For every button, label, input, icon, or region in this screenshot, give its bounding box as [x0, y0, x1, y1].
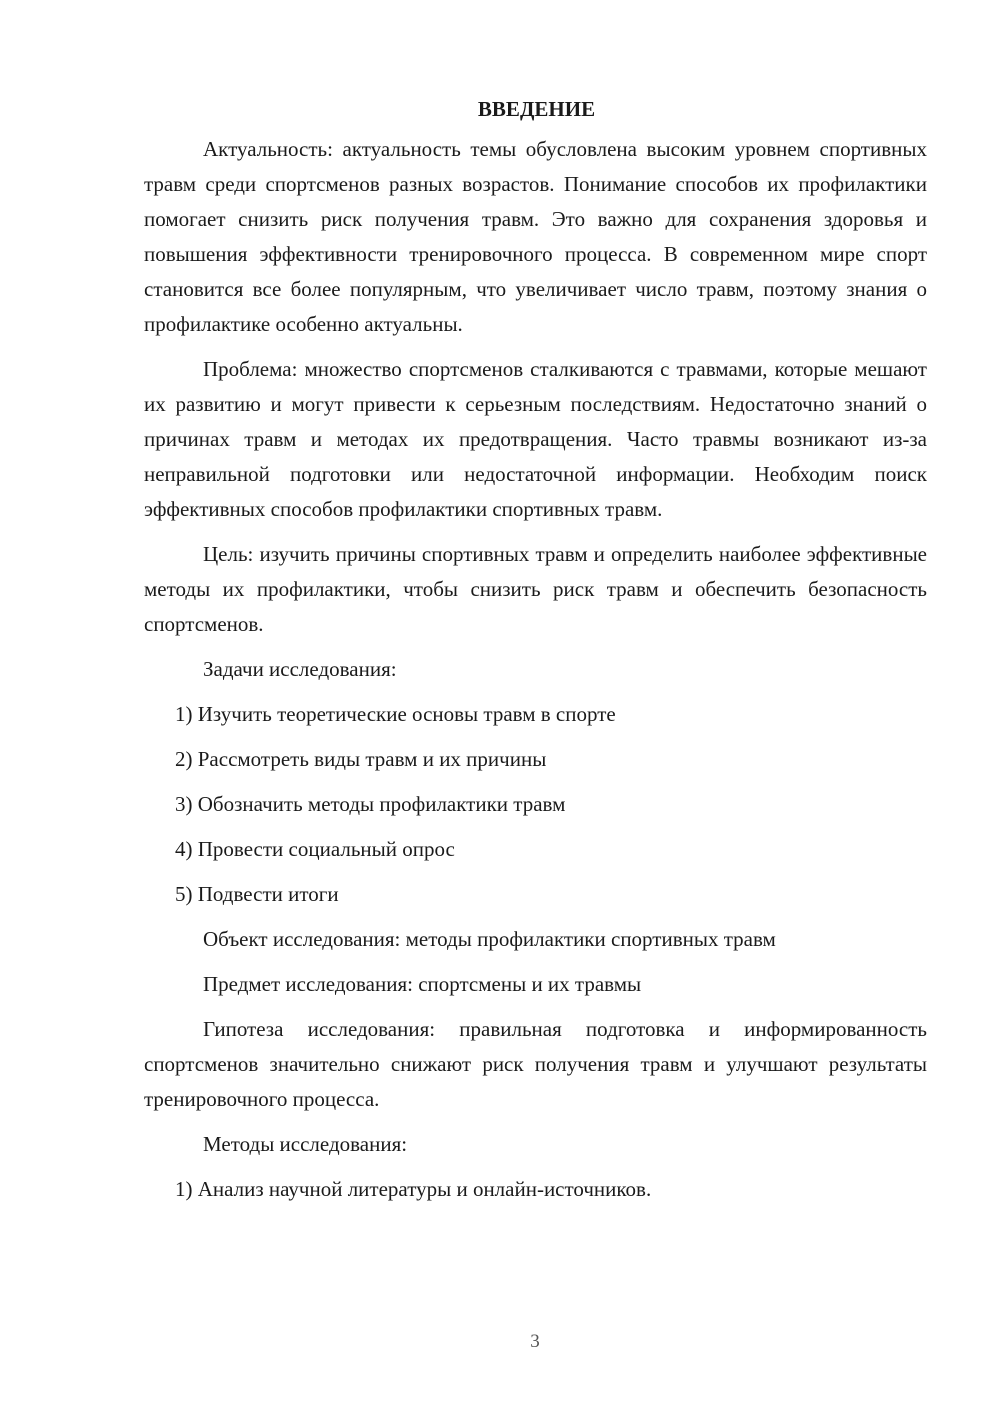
task-item-3: 3) Обозначить методы профилактики травм: [175, 792, 566, 816]
problem-paragraph: Проблема: множество спортсменов сталкиваются с травмами, которые мешают их развитию и могут привести к серьезным последствиям. Недостаточно знаний о причинах травм и методах их предотвращения. Часто травмы возникают из-за неправильной подготовки или недостаточной информации. Необходим поиск эффективных способов профилактики спортивных травм.: [144, 357, 927, 521]
page-title: ВВЕДЕНИЕ: [477, 97, 596, 121]
object-line: Объект исследования: методы профилактики спортивных травм: [203, 927, 776, 951]
hypothesis-paragraph: Гипотеза исследования: правильная подготовка и информированность спортсменов значительно снижают риск получения травм и улучшают результаты тренировочного процесса.: [144, 1017, 927, 1111]
page-content: [144, 92, 927, 1217]
goal-paragraph: Цель: изучить причины спортивных травм и определить наиболее эффективные методы их профилактики, чтобы снизить риск травм и обеспечить безопасность спортсменов.: [144, 542, 927, 636]
task-item-1: 1) Изучить теоретические основы травм в спорте: [175, 702, 616, 726]
method-item-1: 1) Анализ научной литературы и онлайн-источников.: [175, 1177, 652, 1201]
task-item-5: 5) Подвести итоги: [175, 882, 339, 906]
page-number: 3: [530, 1331, 540, 1352]
task-item-2: 2) Рассмотреть виды травм и их причины: [175, 747, 547, 771]
subject-line: Предмет исследования: спортсмены и их травмы: [203, 972, 642, 996]
tasks-heading: Задачи исследования:: [203, 657, 397, 681]
relevance-paragraph: Актуальность: актуальность темы обусловлена высоким уровнем спортивных травм среди спортсменов разных возрастов. Понимание способов их профилактики помогает снизить риск получения травм. Это важно для сохранения здоровья и повышения эффективности тренировочного процесса. В современном мире спорт становится все более популярным, что увеличивает число травм, поэтому знания о профилактике особенно актуальны.: [144, 137, 927, 336]
task-item-4: 4) Провести социальный опрос: [175, 837, 455, 861]
methods-heading: Методы исследования:: [203, 1132, 408, 1156]
